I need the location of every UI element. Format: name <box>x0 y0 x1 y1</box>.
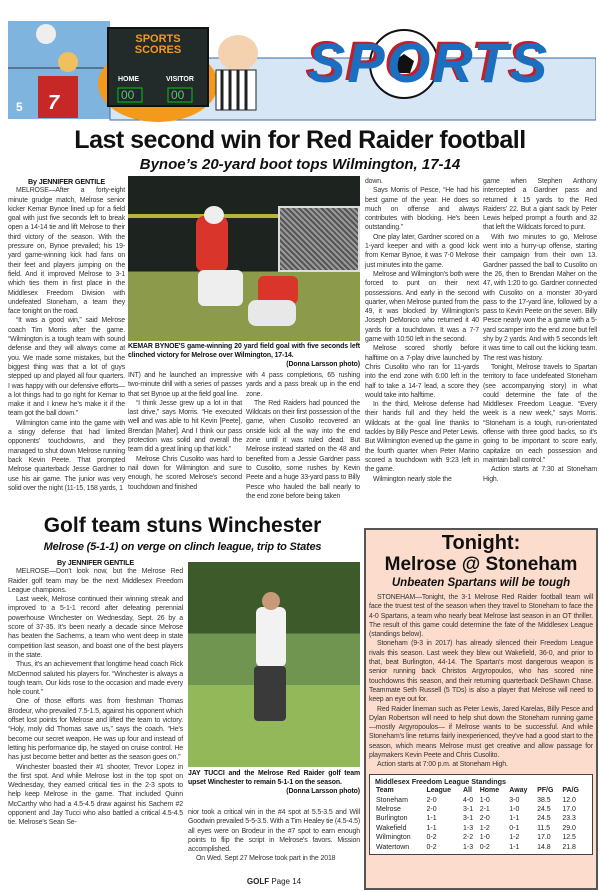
byline: By JENNIFER GENTILE <box>27 177 106 186</box>
table-cell: Melrose <box>376 806 401 814</box>
visitor-score: 00 <box>171 88 185 102</box>
paragraph: In the third, Melrose defense had their hands full and they held the Wildcats at the goal line thanks to tackles by Billy Pesce and Peter Lewis. But Wilmington evened up the game in the fourth quarter when Peter Marino scored a touchdown with 9:23 left in the game. <box>365 401 479 474</box>
standings-title: Middlesex Freedom League Standings <box>375 776 506 786</box>
football-column-4 <box>365 177 479 484</box>
paragraph: MELROSE—Don't look now, but the Melrose Red Raider golf team may be the next Middlesex Freedom League champions. <box>8 568 183 594</box>
table-row <box>375 814 587 823</box>
table-cell: 2-2 <box>463 834 474 842</box>
tonight-matchup: Melrose @ Stoneham <box>384 554 578 575</box>
football-photo-caption <box>128 342 360 369</box>
football-column-3 <box>246 371 360 501</box>
paragraph: On Wed. Sept 27 Melrose took part in the 2018 <box>196 855 336 863</box>
photo-credit: (Donna Larsson photo) <box>286 361 360 368</box>
sports-banner <box>8 18 596 122</box>
table-cell: 1-1 <box>509 815 520 823</box>
table-cell: 1-3 <box>463 843 474 851</box>
table-cell: 2-0 <box>426 796 437 804</box>
paragraph: Wilmington came into the game with a stingy defense that had limited opponents' touchdowns, and they managed to shut down Melrose running back Kevin Peete. That prompted Melrose quarterback Jesse Gardner to use his air game. The junior was very solid over the night (11-15, 158 yards, 1 <box>8 419 125 492</box>
golf-subhead: Melrose (5-1-1) on verge on clinch league, trip to States <box>43 541 322 553</box>
table-cell: Stoneham <box>376 796 408 804</box>
header-pag: PA/G <box>562 787 579 795</box>
paragraph: Melrose scored shortly before halftime on a 7-play drive launched by Chris Cusolito who ran for 11-yards into the end zone with 6:00 left in the half to take a 14-7 lead, a score they would take into halftime. <box>365 345 479 399</box>
table-cell: 2-0 <box>479 815 490 823</box>
paragraph: Action starts at 7:30 at Stoneham High. <box>483 466 597 483</box>
header-away: Away <box>509 787 528 795</box>
football-column-5 <box>483 177 597 484</box>
paragraph: down. <box>365 178 383 185</box>
paragraph: “It was a good win,” said Melrose coach Tim Morris after the game. “Wilmington is a tough team with sound defense and they will always come at you. We made some mistakes, but the biggest thing was that a lot of guys stepped up and played all four quarters. I was happy with our defensive efforts—a lot things had to go right for Kemar to make it and I knew he’s make it if the team got the ball down.” <box>8 317 125 418</box>
table-cell: 3-1 <box>463 815 474 823</box>
table-cell: 1-3 <box>463 824 474 832</box>
football-photo <box>128 176 360 341</box>
table-cell: 1-2 <box>509 834 520 842</box>
football-column-2 <box>128 371 242 492</box>
jersey-number: 5 <box>16 100 23 114</box>
paragraph: game when Stephen Anthony intercepted a Gardner pass and returned it 15 yards to the Red Raiders' 22. But a giant sack by Peter Lewis helped prompt a fourth and 32 that left the Wildcats forced to punt. <box>483 178 597 232</box>
home-label: HOME <box>118 76 139 83</box>
paragraph: Wilmington nearly stole the <box>373 475 452 483</box>
home-score: 00 <box>121 88 135 102</box>
header-team: Team <box>376 787 394 795</box>
jersey-number: 7 <box>48 92 60 114</box>
header-league: League <box>426 787 451 795</box>
referee-illustration <box>218 35 258 71</box>
scoreboard-title: SPORTS SCORES <box>134 33 182 56</box>
table-row <box>375 843 587 852</box>
golf-column-1 <box>8 558 183 828</box>
table-cell: 0-1 <box>509 824 520 832</box>
visitor-label: VISITOR <box>166 76 194 83</box>
table-cell: 4-0 <box>463 796 474 804</box>
table-cell: 11.5 <box>537 824 551 832</box>
header-pfg: PF/G <box>537 787 554 795</box>
table-row <box>375 796 587 805</box>
paragraph: Stoneham (9-3 in 2017) has already silenced their Freedom League rivals this season. Last week they blew out Wakefield, 36-0, and prior to that, beat Burlington, 44-14. The Spartan's most dangerous weapon is senior running back Christos Argyropoulos, who has scored nine touchdowns this season, and their returning quarterback DeShawn Chase. Teammate Seth Russell (5 TDs) is also a player that Melrose will need to keep an eye out for. <box>369 640 593 704</box>
standings-header-row <box>375 786 587 795</box>
paragraph: with 4 pass completions, 65 rushing yards and a pass break up in the end zone. <box>246 372 360 398</box>
paragraph: Melrose and Wilmington's both were forced to punt on their next possessions. And early in the second quarter, when Melrose punted from the 49, it was blocked by Wilmington's Joseph DeMonico who returned it 40 yards for a touchdown. It was a 7-7 game with 10:50 left in the second. <box>365 270 479 344</box>
golf-column-2 <box>188 808 360 864</box>
table-cell: Burlington <box>376 815 408 823</box>
table-cell: 1-0 <box>509 806 520 814</box>
golf-photo-caption <box>188 769 360 796</box>
byline: By JENNIFER GENTILE <box>56 558 135 567</box>
football-column-1 <box>8 177 125 493</box>
football-headline: Last second win for Red Raider football <box>74 126 526 154</box>
table-row <box>375 833 587 842</box>
paragraph: The Red Raiders had pounced the Wildcats on their first possession of the game, when Cusolito recovered an onside kick all the way into the end zone until it was ruled dead. But Melrose instead started on the 48 and benefited from a Jessie Gardner pass to Cusolito, some rushes by Kevin Peete and a huge 33-yard pass to Billy Pesce who hauled the ball nearly to the end zone before being taken <box>246 399 360 500</box>
table-cell: 3-0 <box>509 796 520 804</box>
table-cell: 12.0 <box>562 796 576 804</box>
paragraph: STONEHAM—Tonight, the 3-1 Melrose Red Raider football team will face the truest test of the season when they travel to Stoneham to face the 4-0 Spartans, a team who nearly beat Melrose last season in an OT thriller. The result of this game could determine the fate of the Middlesex League (standings below). <box>369 594 593 639</box>
paragraph: Red Raider lineman such as Peter Lewis, Jared Karelas, Billy Pesce and Dylan Robertson will need to help shut down the Stoneham running game—mostly Argyropoulos— if Melrose wants to be successful. And while Stoneham's line returns fairly inexperienced, they've had a good start to the season, which means Melrose must get creative and allow passage for playmakers Kevin Peete and Chris Cusolito. <box>369 705 593 760</box>
header-all: All <box>463 787 472 795</box>
paragraph: Tonight, Melrose travels to Spartan territory to face undefeated Stoneham (see accompanying story) in what could determine the fate of the Middlesex Freedom League. “Every week is a new week,” says Morris. “Stoneham is a tough, run-orientated offense with three good backs, so it's going to be important to score early, capitalize on each possession and maintain ball control.” <box>483 363 597 464</box>
table-cell: 3-1 <box>463 806 474 814</box>
table-cell: 23.3 <box>562 815 576 823</box>
table-cell: 1-1 <box>509 843 520 851</box>
table-cell: Wakefield <box>376 824 407 832</box>
table-cell: 1-1 <box>426 815 437 823</box>
table-cell: Wilmington <box>376 834 411 842</box>
table-cell: 1-0 <box>479 796 490 804</box>
sports-logo: SPORTS <box>308 31 550 94</box>
paragraph: Thus, it's an achievement that longtime head coach Rick McDermod saluted his players for. “Winchester is always a tough team. Our kids rose to the occasion and made every hole count.” <box>8 661 183 697</box>
table-cell: 38.5 <box>537 796 551 804</box>
paragraph: One play later, Gardner scored on a 1-yard keeper and with a good kick from Kemar Bynoe, it was 7-0 Melrose just minutes into the game. <box>365 233 479 269</box>
table-cell: 1-1 <box>426 824 437 832</box>
jump-section: GOLF <box>246 877 270 886</box>
standings-table <box>375 786 587 852</box>
paragraph: One of those efforts was from freshman Thomas Brodeur, who prevailed 7.5-1.5, against his opponent which offset lost points for Melrose and lifted the team to victory. “Holy, moly did Thomas save us,” says the coach. “He's become our secret weapon. He was up four and instead of letting his performance dip, he stayed on cruise control. He has just become better and better as the season goes on.” <box>8 698 183 762</box>
table-cell: 0-2 <box>426 843 437 851</box>
paragraph: “I think Jesse grew up a lot in that last drive,” says Morris. “He executed well and was able to hit Kevin [Peete], Brendan [Maher]. And I think our pass protection was solid and overall the team did a great lining up that kick.” <box>128 399 242 454</box>
paragraph: Winchester boasted their #1 shooter, Trevor Lopez in the first spot. And while Melrose lost in the top spot on Wednesday, they earned critical ties in the 2-3 spots to help keep Melrose in the game. That included Quinn McCarthy who had a 4.5-4.5 draw against his Sachem #2 opponent and Jay Tucci who also battled a critical 4.5-4.5 tie. Melrose's Sean Se- <box>8 763 183 827</box>
paragraph: Says Morris of Pesce, “He had his best game of the year. He does so much on offense and always contributes with blocking. He's been outstanding.” <box>365 187 479 232</box>
golf-jump-line[interactable] <box>188 877 360 887</box>
table-row <box>375 805 587 814</box>
table-cell: 2-1 <box>479 806 490 814</box>
tonight-subhead: Unbeaten Spartans will be tough <box>391 577 571 589</box>
paragraph: nior took a critical win in the #4 spot at 5.5-3.5 and Will Goodwin prevailed 5-5-3.5. With a Tim Healey tie (4.5-4.5) all eyes were on Brodeur in the #7 spot to earn enough points to flip the script in Melrose's favors. Mission accomplished. <box>188 809 360 854</box>
table-cell: 2-0 <box>426 806 437 814</box>
paragraph: INT) and he launched an impressive two-minute drill with a series of passes that set Bynoe up at the field goal line. <box>128 372 242 398</box>
paragraph: Melrose Chris Cusolito was hard to nail down for Wilmington and sure enough, he scored Melrose's second touchdown and finished <box>128 455 242 491</box>
table-cell: 12.5 <box>562 834 576 842</box>
standings-table-box <box>369 774 593 855</box>
table-cell: 1-2 <box>479 824 490 832</box>
paragraph: With two minutes to go, Melrose went into a hurry-up offense, starting their campaign from their own 13. Gardner passed the ball to Cusolito on the 26, then to Brendan Maher on the 47, with 1:20 to go. Gardner connected with Cusolito on a monster 30-yard pass to the 17-yard line, followed by a pass to Kevin Peete on the seven. Billy Pesce nearly won the a game with a 5-yard scamper into the end zone but fell shy by 2 yards. And with 5 seconds left it was time to call out the kicking team. The rest was history. <box>483 233 597 362</box>
caption-text: JAY TUCCI and the Melrose Red Raider golf team upset Winchester to remain 5-1-1 on the season. <box>188 770 360 786</box>
table-cell: 14.8 <box>537 843 551 851</box>
header-home: Home <box>479 787 500 795</box>
golf-photo <box>188 562 360 767</box>
golf-headline: Golf team stuns Winchester <box>43 514 322 537</box>
table-cell: 17.0 <box>537 834 551 842</box>
table-cell: 29.0 <box>562 824 576 832</box>
table-cell: 21.8 <box>562 843 576 851</box>
paragraph: MELROSE—After a forty-eight minute grudge match, Melrose senior kicker Kemar Bynoe lined up for a field goal with just five seconds left to break open a 14-14 tie and lift Melrose to their third victory of the season. With the pressure on, Bynoe prevailed; his 19-yard game-winning kick had fans on their feet and players jumping on the field. And it improved Melrose to 3-1 which ties them in first place in the Middlesex Freedom Division with undefeated Stoneham, a team they face tonight on the road. <box>8 187 125 316</box>
table-cell: 1-0 <box>479 834 490 842</box>
table-cell: 17.0 <box>562 806 576 814</box>
table-cell: 0-2 <box>479 843 490 851</box>
table-cell: 0-2 <box>426 834 437 842</box>
tonight-sidebar <box>364 528 598 890</box>
jump-page: Page 14 <box>269 877 302 886</box>
paragraph: Last week, Melrose continued their winning streak and improved to a 5-1-1 record after defeating perennial powerhouse Winchester on Wednesday, Sept. 26 by a score of 37-35. It's been nearly a decade since Melrose has beaten the Sachems, a team who went deep in state competition last season, and boast one of the best players in the state. <box>8 596 183 659</box>
table-row <box>375 824 587 833</box>
tonight-body <box>369 593 593 770</box>
table-cell: 24.5 <box>537 815 551 823</box>
table-cell: 24.5 <box>537 806 551 814</box>
paragraph: Action starts at 7:00 p.m. at Stoneham High. <box>377 761 508 769</box>
tonight-title: Tonight: <box>441 532 521 554</box>
football-subhead: Bynoe’s 20-yard boot tops Wilmington, 17-14 <box>139 156 461 173</box>
caption-text: KEMAR BYNOE'S game-winning 20 yard field goal with five seconds left clinched victory for Melrose over Wilmington, 17-14. <box>128 343 360 359</box>
photo-credit: (Donna Larsson photo) <box>286 788 360 795</box>
table-cell: Watertown <box>376 843 410 851</box>
